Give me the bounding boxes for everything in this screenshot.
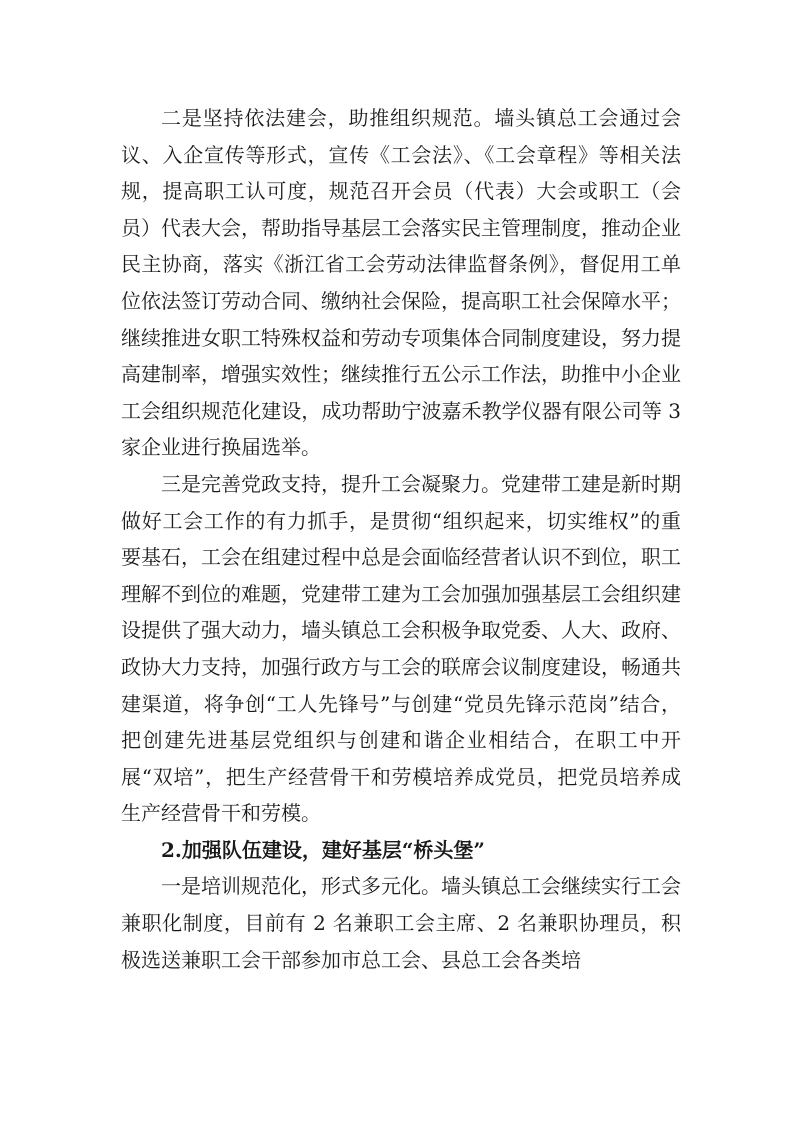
document-body xyxy=(121,100,681,978)
paragraph-training: 一是培训规范化，形式多元化。墙头镇总工会继续实行工会兼职化制度，目前有 2 名兼职工会主席、2 名兼职协理员，积极选送兼职工会干部参加市总工会、县总工会各类培 xyxy=(121,874,681,972)
paragraph-party-support: 三是完善党政支持，提升工会凝聚力。党建带工建是新时期做好工会工作的有力抓手，是贯彻“组织起来，切实维权”的重要基石，工会在组建过程中总是会面临经营者认识不到位，职工理解不到位的难题，党建带工建为工会加强加强基层工会组织建设提供了强大动力，墙头镇总工会积极争取党委、人大、政府、政协大力支持，加强行政方与工会的联席会议制度建设，畅通共建渠道，将争创“工人先锋号”与创建“党员先锋示范岗”结合，把创建先进基层党组织与创建和谐企业相结合，在职工中开展“双培”，把生产经营骨干和劳模培养成党员，把党员培养成生产经营骨干和劳模。 xyxy=(121,471,681,826)
section-heading-team-building: 2.加强队伍建设，建好基层“桥头堡” xyxy=(161,837,485,862)
paragraph-legal-organization: 二是坚持依法建会，助推组织规范。墙头镇总工会通过会议、入企宣传等形式，宣传《工会法》、《工会章程》等相关法规，提高职工认可度，规范召开会员（代表）大会或职工（会员）代表大会，帮助指导基层工会落实民主管理制度，推动企业民主协商，落实《浙江省工会劳动法律监督条例》，督促用工单位依法签订劳动合同、缴纳社会保险，提高职工社会保障水平；继续推进女职工特殊权益和劳动专项集体合同制度建设，努力提高建制率，增强实效性；继续推行五公示工作法，助推中小企业工会组织规范化建设，成功帮助宁波嘉禾教学仪器有限公司等 3 家企业进行换届选举。 xyxy=(121,106,681,460)
